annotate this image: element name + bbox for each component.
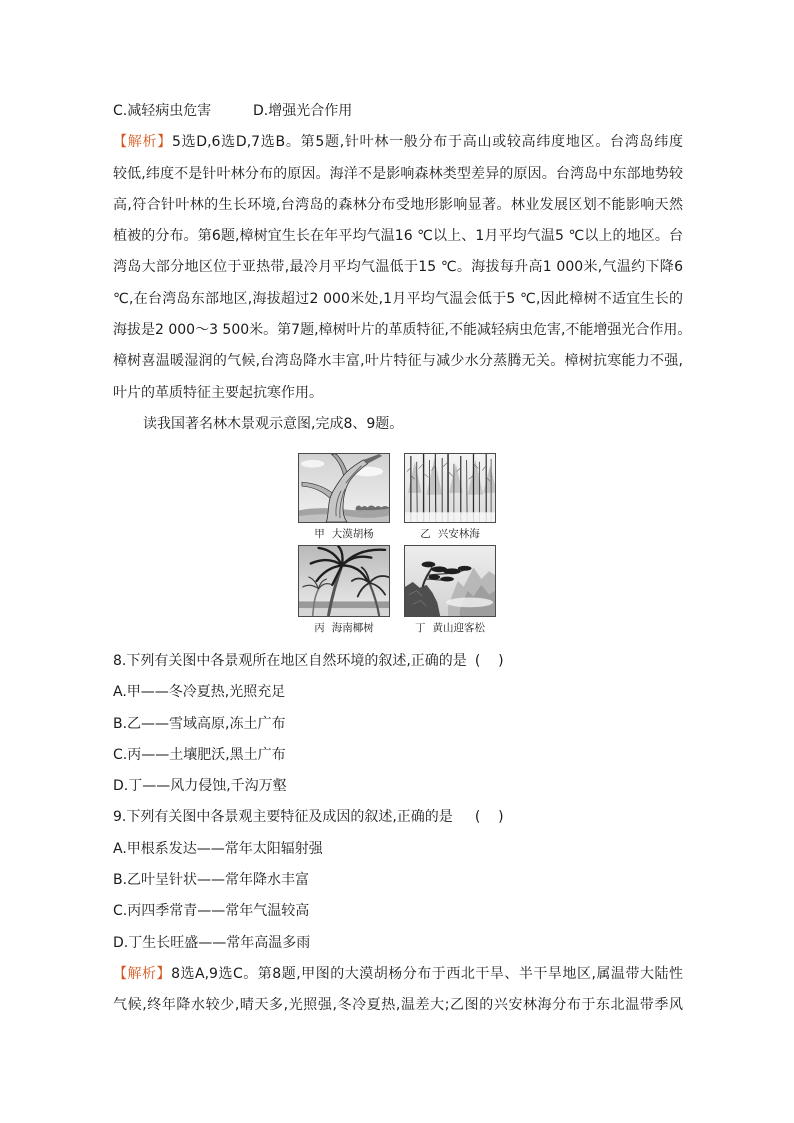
panel-huangshan-pine	[404, 545, 496, 636]
caption-desert-poplar	[298, 526, 390, 542]
photo-xingan-forest	[404, 453, 496, 523]
analysis-line: 湾岛大部分地区位于亚热带,最冷月平均气温低于15 ℃。海拔每升高1 000米,气温约下降6	[113, 259, 683, 276]
answer-bracket: ( )	[474, 809, 504, 826]
figure-intro: 读我国著名林木景观示意图,完成8、9题。	[143, 415, 404, 432]
question-stem: 8.下列有关图中各景观所在地区自然环境的叙述,正确的是	[113, 653, 467, 669]
analysis-line: 叶片的革质特征主要起抗寒作用。	[113, 384, 323, 401]
option-c: C.减轻病虫危害	[113, 103, 212, 119]
caption-name: 大漠胡杨	[331, 528, 374, 540]
analysis-text: 5选D,6选D,7选B。第5题,针叶林一般分布于高山或较高纬度地区。台湾岛纬度	[171, 134, 683, 151]
question-8-option: B.乙——雪域高原,冻土广布	[113, 715, 286, 732]
mist	[446, 598, 493, 608]
caption-label: 甲	[314, 528, 325, 540]
tree-landscape-figure	[298, 453, 496, 641]
panel-desert-poplar	[298, 453, 390, 542]
panel-xingan-forest	[404, 453, 496, 542]
question-8-option: C.丙——土壤肥沃,黑土广布	[113, 746, 286, 763]
question-stem: 9.下列有关图中各景观主要特征及成因的叙述,正确的是	[113, 809, 453, 826]
analysis-line: 高,符合针叶林的生长环境,台湾岛的森林分布受地形影响显著。林业发展区划不能影响天然	[113, 196, 683, 213]
option-d: D.增强光合作用	[253, 103, 353, 119]
question-9-stem	[113, 802, 683, 833]
question-8-option: A.甲——冬冷夏热,光照充足	[113, 684, 286, 701]
question-9-option: A.甲根系发达——常年太阳辐射强	[113, 840, 323, 857]
photo-desert-poplar	[298, 453, 390, 523]
analysis-text: 8选A,9选C。第8题,甲图的大漠胡杨分布于西北干旱、半干旱地区,属温带大陆性	[171, 965, 683, 982]
question-8-option: D.丁——风力侵蚀,千沟万壑	[113, 778, 287, 795]
analysis-tag: 【解析】	[113, 134, 172, 151]
analysis-line	[113, 959, 683, 990]
analysis-line: 植被的分布。第6题,樟树宜生长在年平均气温16 ℃以上、1月平均气温5 ℃以上的地区。台	[113, 228, 683, 245]
answer-bracket: ( )	[474, 653, 504, 669]
caption-label: 丙	[314, 622, 325, 634]
caption-label: 丁	[415, 622, 426, 634]
analysis-line: 较低,纬度不是针叶林分布的原因。海洋不是影响森林类型差异的原因。台湾岛中东部地势较	[113, 165, 683, 182]
analysis-line: 樟树喜温暖湿润的气候,台湾岛降水丰富,叶片特征与减少水分蒸腾无关。樟树抗寒能力不强,	[113, 353, 683, 370]
caption-name: 黄山迎客松	[432, 622, 485, 634]
analysis-line	[113, 127, 683, 158]
question-9-option: C.丙四季常青——常年气温较高	[113, 903, 310, 920]
cloud	[301, 460, 324, 468]
photo-huangshan-pine	[404, 545, 496, 617]
snow-ground	[405, 512, 495, 522]
analysis-line: 气候,终年降水较少,晴天多,光照强,冬冷夏热,温差大;乙图的兴安林海分布于东北温带季风	[113, 997, 683, 1014]
analysis-line: 海拔是2 000～3 500米。第7题,樟树叶片的革质特征,不能减轻病虫危害,不能增强光合作用。	[113, 322, 692, 339]
analysis-line: ℃,在台湾岛东部地区,海拔超过2 000米处,1月平均气温会低于5 ℃,因此樟树不适宜生长的	[113, 290, 683, 307]
analysis-tag: 【解析】	[113, 965, 172, 982]
lower-text-block	[113, 646, 683, 1022]
caption-huangshan-pine	[404, 620, 496, 636]
caption-name: 海南椰树	[331, 622, 374, 634]
question-9-option: D.丁生长旺盛——常年高温多雨	[113, 934, 311, 951]
question-8-stem	[113, 646, 683, 677]
caption-label: 乙	[420, 528, 431, 540]
upper-text-block	[113, 96, 692, 440]
panel-hainan-palms	[298, 545, 390, 636]
previous-options-line	[113, 96, 683, 127]
photo-hainan-palms	[298, 545, 390, 617]
caption-xingan-forest	[404, 526, 496, 542]
caption-name: 兴安林海	[437, 528, 480, 540]
caption-hainan-palms	[298, 620, 390, 636]
question-9-option: B.乙叶呈针状——常年降水丰富	[113, 872, 310, 889]
